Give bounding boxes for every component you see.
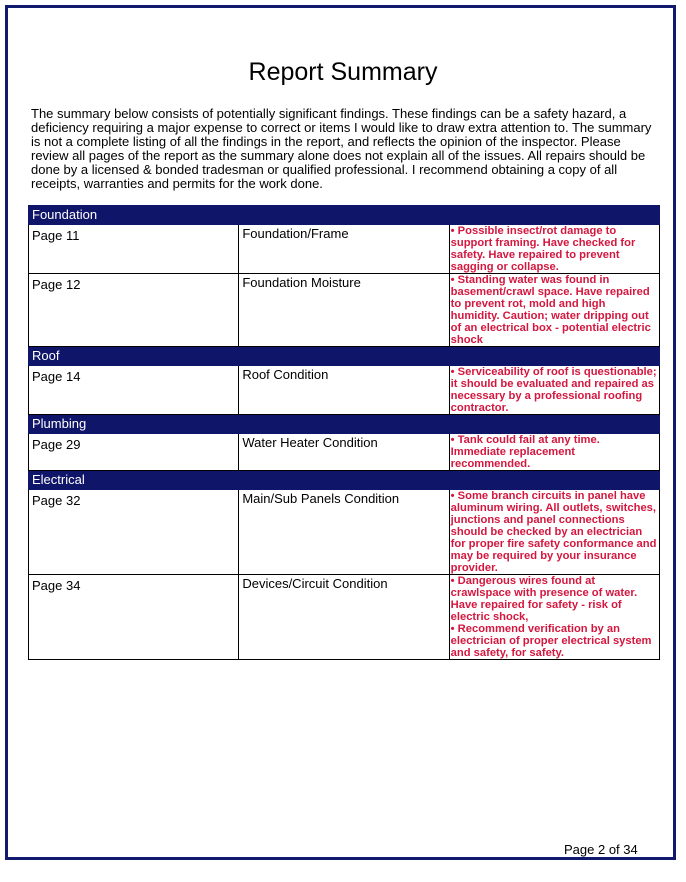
item-cell: Devices/Circuit Condition <box>239 575 449 660</box>
finding-line: • Recommend verification by an electrician of proper electrical system and safety, for safety. <box>450 623 652 659</box>
page-number: Page 2 of 34 <box>564 842 638 857</box>
page-cell: Page 29 <box>29 434 239 471</box>
item-cell: Main/Sub Panels Condition <box>239 490 449 575</box>
finding-cell: • Standing water was found in basement/crawl space. Have repaired to prevent rot, mold and high humidity. Caution; water dripping out of an electrical box - potential electric shock <box>449 274 659 347</box>
intro-paragraph: The summary below consists of potentially significant findings. These findings can be a safety hazard, a deficiency requiring a major expense to correct or items I would like to draw extra attention to. The summary is not a complete listing of all the findings in the report, and reflects the opinion of the inspector. Please review all pages of the report as the summary alone does not explain all of the issues. All repairs should be done by a licensed & bonded tradesman or qualified professional. I recommend obtaining a copy of all receipts, warranties and permits for the work done. <box>31 106 652 191</box>
table-row <box>29 366 660 415</box>
table-row <box>29 434 660 471</box>
section-title: Plumbing <box>29 415 660 434</box>
section-title: Roof <box>29 347 660 366</box>
item-cell: Roof Condition <box>239 366 449 415</box>
finding-cell: • Possible insect/rot damage to support framing. Have checked for safety. Have repaired to prevent sagging or collapse. <box>449 225 659 274</box>
section-header-electrical <box>29 471 660 490</box>
table-row <box>29 575 660 660</box>
section-header-plumbing <box>29 415 660 434</box>
item-cell: Foundation/Frame <box>239 225 449 274</box>
page-cell: Page 11 <box>29 225 239 274</box>
item-cell: Foundation Moisture <box>239 274 449 347</box>
page-cell: Page 32 <box>29 490 239 575</box>
finding-cell: • Tank could fail at any time. Immediate replacement recommended. <box>449 434 659 471</box>
item-cell: Water Heater Condition <box>239 434 449 471</box>
page-cell: Page 12 <box>29 274 239 347</box>
section-header-foundation <box>29 206 660 225</box>
finding-cell <box>449 575 659 660</box>
table-row <box>29 490 660 575</box>
finding-line: • Dangerous wires found at crawlspace with presence of water. Have repaired for safety - risk of electric shock, <box>450 575 638 623</box>
section-header-roof <box>29 347 660 366</box>
table-row <box>29 274 660 347</box>
page-cell: Page 34 <box>29 575 239 660</box>
section-title: Electrical <box>29 471 660 490</box>
page-title: Report Summary <box>248 58 438 86</box>
summary-table <box>28 205 660 660</box>
finding-cell: • Serviceability of roof is questionable; it should be evaluated and repaired as necessary by a professional roofing contractor. <box>449 366 659 415</box>
table-row <box>29 225 660 274</box>
finding-cell: • Some branch circuits in panel have aluminum wiring. All outlets, switches, junctions and panel connections should be checked by an electrician for proper fire safety conformance and may be required by your insurance provider. <box>449 490 659 575</box>
section-title: Foundation <box>29 206 660 225</box>
page-cell: Page 14 <box>29 366 239 415</box>
